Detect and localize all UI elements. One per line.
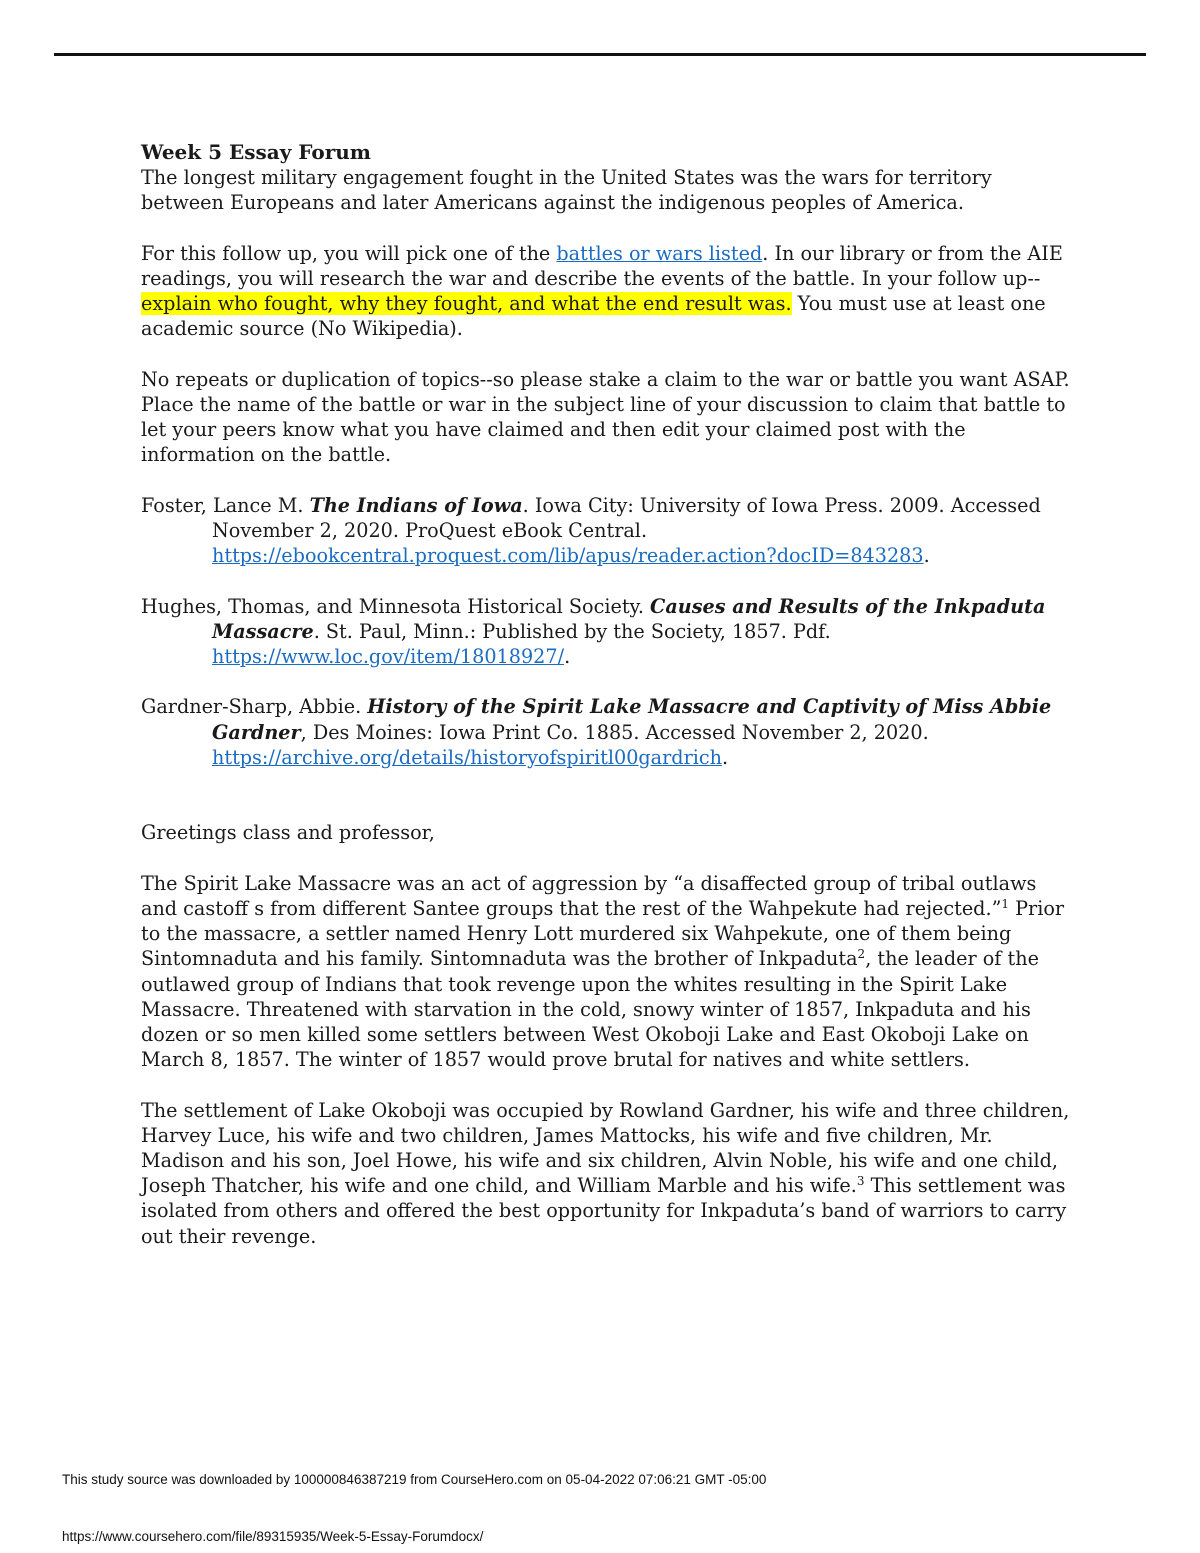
top-rule (54, 53, 1146, 56)
citation-1-link[interactable]: https://ebookcentral.proquest.com/lib/apus/reader.action?docID=843283 (212, 544, 924, 568)
citation-2-link[interactable]: https://www.loc.gov/item/18018927/ (212, 645, 565, 668)
citation-1-cont: November 2, 2020. ProQuest eBook Central. (212, 519, 648, 542)
citation-3-url-line: https://archive.org/details/historyofspiritl00gardrich. (212, 745, 729, 769)
highlighted-text: explain who fought, why they fought, and what the end result was. (141, 292, 792, 316)
instructions-paragraph: For this follow up, you will pick one of the battles or wars listed. In our library or from the AIE readings, you will research the war and describe the events of the battle. In your follow up--explain who fought, why they fought, and what the end result was. You must use at least one academic source (No Wikipedia). (141, 241, 1063, 341)
download-note: This study source was downloaded by 100000846387219 from CourseHero.com on 05-04-2022 07:06:21 GMT -05:00 (62, 1472, 767, 1487)
citation-3-link[interactable]: https://archive.org/details/historyofspiritl00gardrich (212, 745, 722, 769)
source-url[interactable]: https://www.coursehero.com/file/89315935/Week-5-Essay-Forumdocx/ (62, 1529, 484, 1544)
no-repeats-paragraph: No repeats or duplication of topics--so please stake a claim to the war or battle you want ASAP. Place the name of the battle or war in the subject line of your discussion to claim that battle to let your peers know what you have claimed and then edit your claimed post with the information on the battle. (141, 367, 1070, 467)
page-title: Week 5 Essay Forum (141, 140, 371, 164)
greeting: Greetings class and professor, (141, 821, 435, 845)
footnote-ref-3[interactable]: 3 (856, 1174, 865, 1189)
citation-3-cont: Gardner, Des Moines: Iowa Print Co. 1885. Accessed November 2, 2020. (212, 720, 929, 744)
document-body (141, 140, 1071, 1249)
citation-2: Hughes, Thomas, and Minnesota Historical Society. Causes and Results of the Inkpaduta (141, 594, 1046, 618)
footnote-ref-1[interactable]: 1 (1001, 896, 1010, 911)
footnote-ref-2[interactable]: 2 (857, 947, 866, 962)
citation-1: Foster, Lance M. The Indians of Iowa. Iowa City: University of Iowa Press. 2009. Accessed (141, 493, 1041, 517)
citation-1-url-line: https://ebookcentral.proquest.com/lib/apus/reader.action?docID=843283. (212, 544, 930, 568)
intro-paragraph: The longest military engagement fought in the United States was the wars for territory between Europeans and later Americans against the indigenous peoples of America. (141, 166, 992, 215)
essay-paragraph-2: The settlement of Lake Okoboji was occupied by Rowland Gardner, his wife and three children, Harvey Luce, his wife and two children, James Mattocks, his wife and five children, Mr. Madison and his son, Joel Howe, his wife and six children, Alvin Noble, his wife and one child, Joseph Thatcher, his wife and one child, and William Marble and his wife.$^3$ This settlement was isolated from others and offered the best opportunity for Inkpaduta’s band of warriors to carry out their revenge. (141, 1098, 1070, 1248)
citation-2-cont: Massacre. St. Paul, Minn.: Published by the Society, 1857. Pdf. (212, 619, 831, 643)
citation-2-url-line: https://www.loc.gov/item/18018927/. (212, 645, 571, 668)
citation-3: Gardner-Sharp, Abbie. History of the Spirit Lake Massacre and Captivity of Miss Abbie (141, 695, 1052, 719)
essay-paragraph-1: The Spirit Lake Massacre was an act of aggression by “a disaffected group of tribal outlaws and castoff s from different Santee groups that the rest of the Wahpekute had rejected.”$^1$ Prior to the massacre, a settler named Henry Lott murdered six Wahpekute, one of them being Sintomnaduta and his family. Sintomnaduta was the brother of Inkpaduta$^2$, the leader of the outlawed group of Indians that took revenge upon the whites resulting in the Spirit Lake Massacre. Threatened with starvation in the cold, snowy winter of 1857, Inkpaduta and his dozen or so men killed some settlers between West Okoboji Lake and East Okoboji Lake on March 8, 1857. The winter of 1857 would prove brutal for natives and white settlers. (141, 871, 1065, 1072)
battles-list-link[interactable]: battles or wars listed (556, 241, 763, 265)
